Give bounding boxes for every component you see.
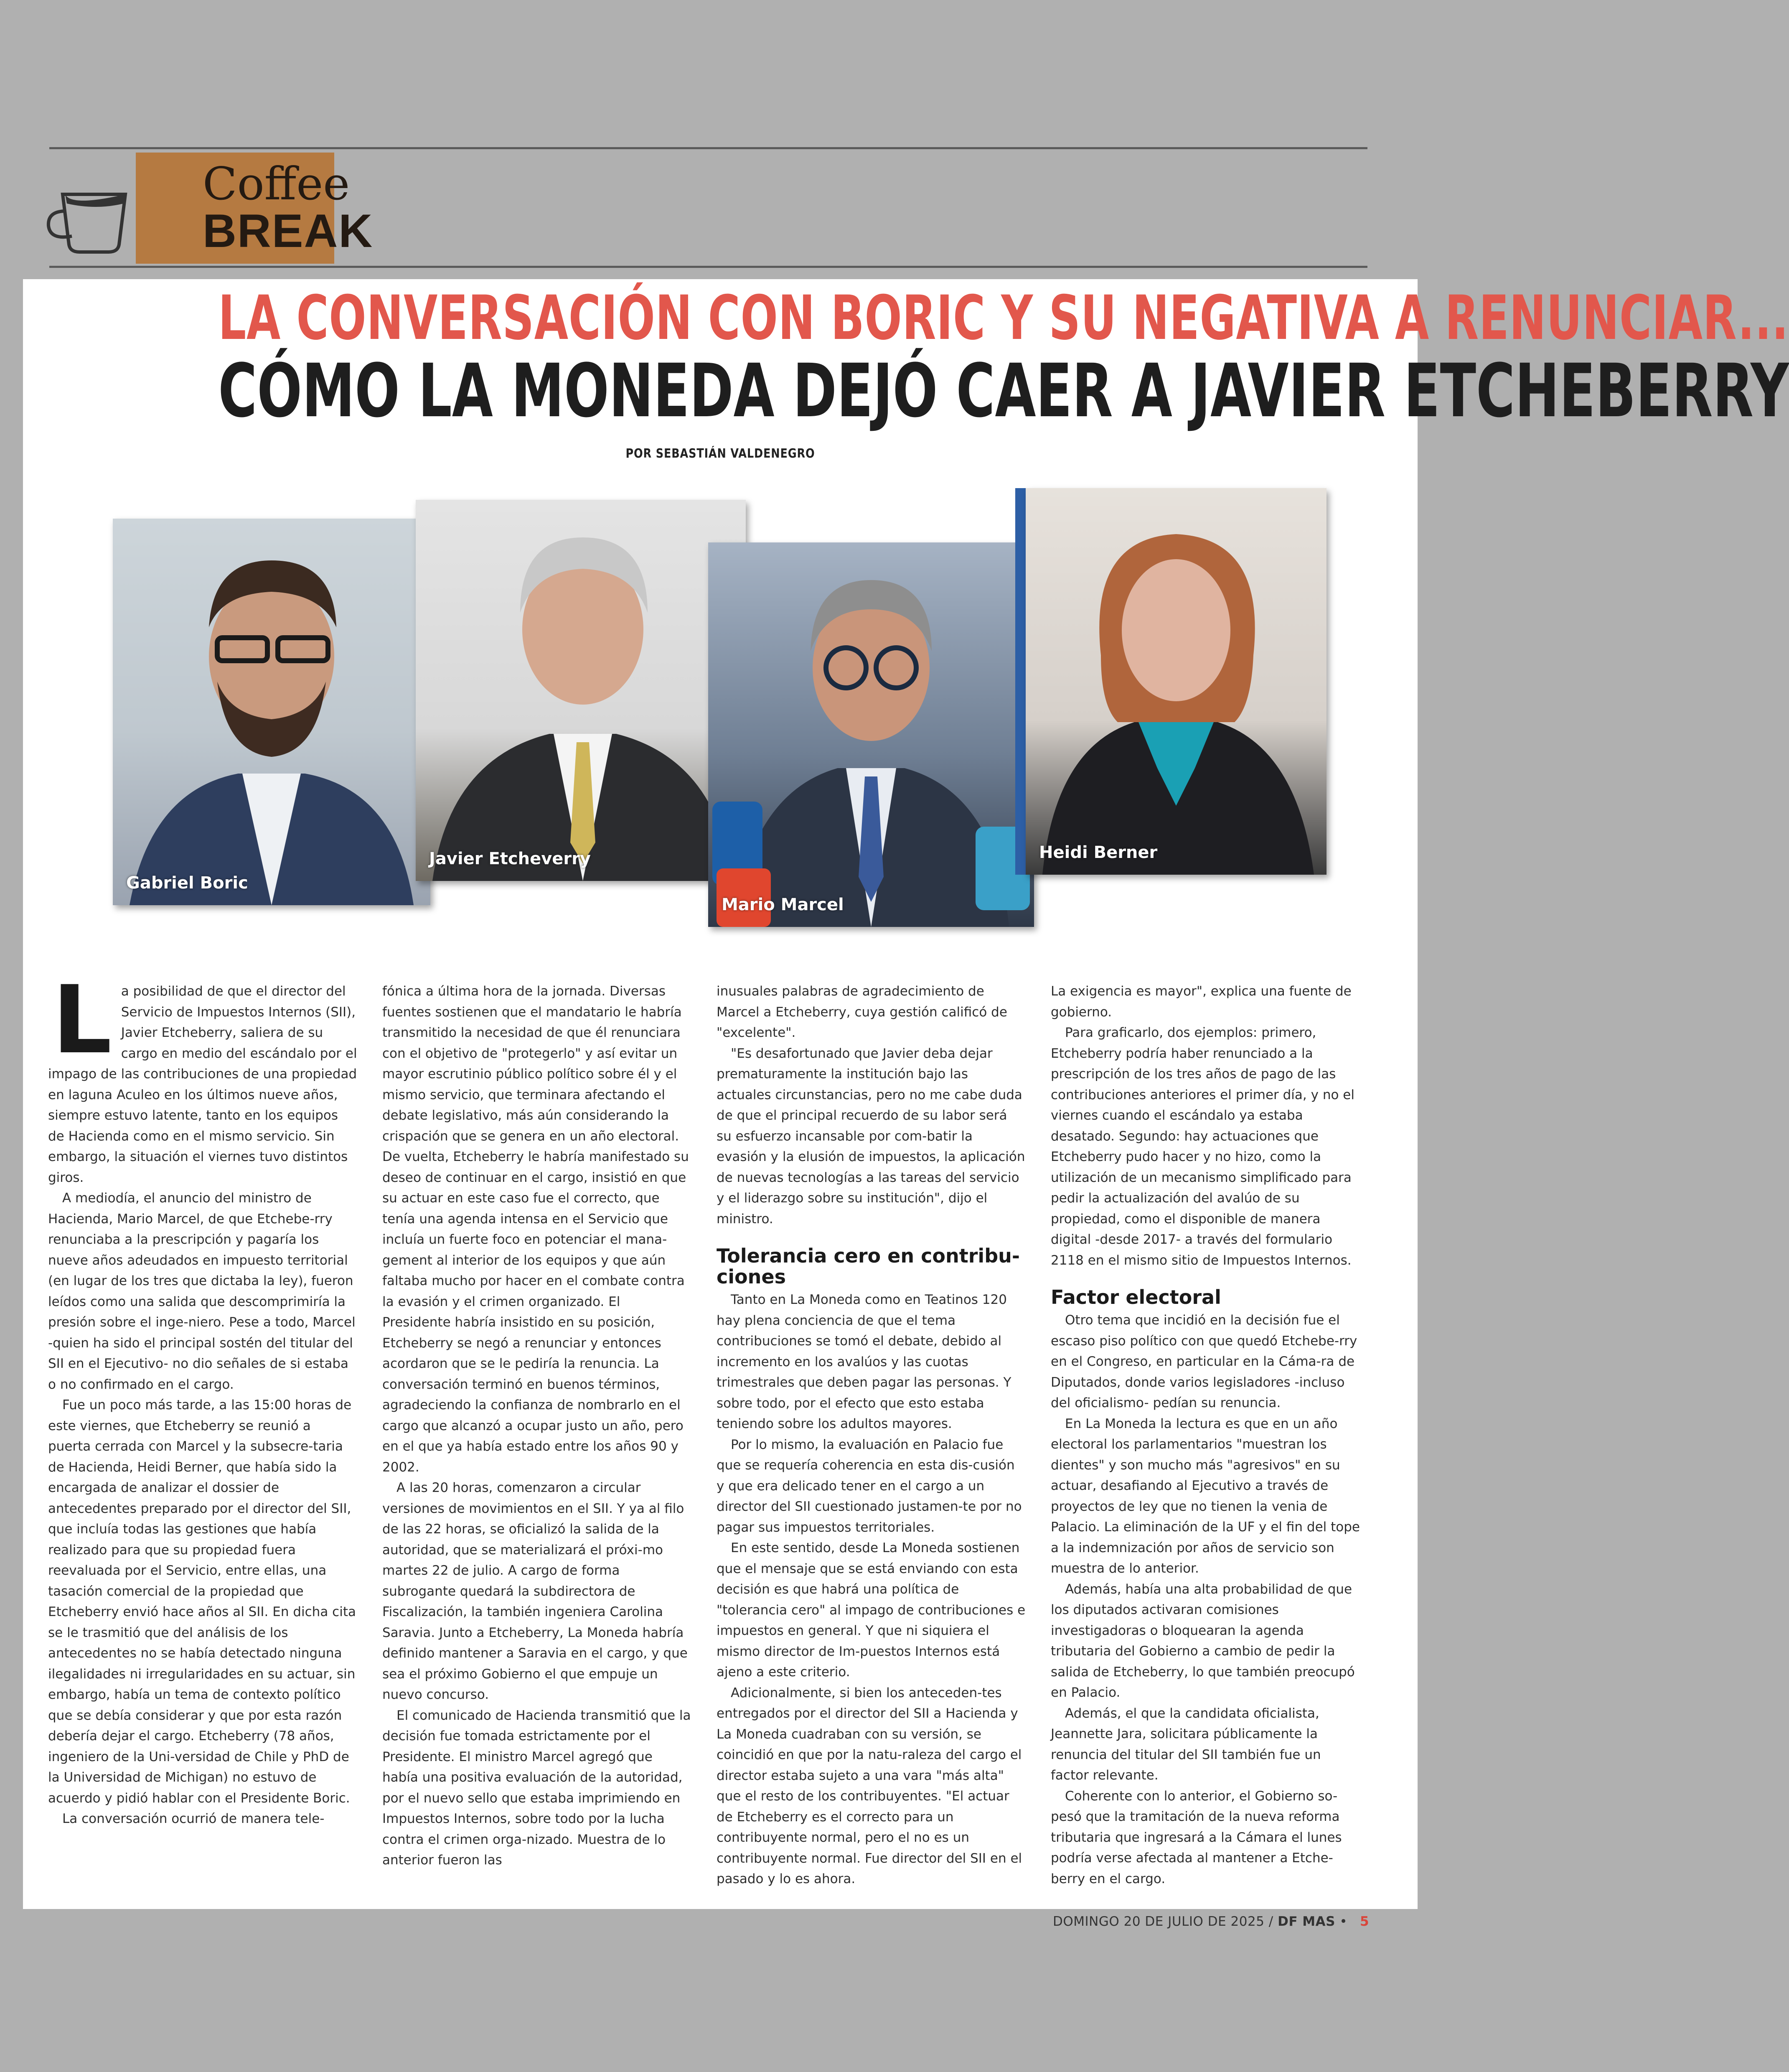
coffee-cup-icon [46,178,138,257]
column-1 [48,965,357,1830]
photo-mario-marcel [708,542,1034,927]
headline-title: CÓMO LA MONEDA DEJÓ CAER A JAVIER ETCHEBERRY [218,348,1789,434]
article-page [23,279,1789,1909]
paragraph: Tanto en La Moneda como en Teatinos 120 hay plena conciencia de que el tema contribuciones se tomó el debate, debido al incremento en los avalúos y las cuotas trimestrales que deben pagar las personas. Y sobre todo, por el efecto que esto estaba teniendo sobre los adultos mayores. [717,1292,1011,1431]
logo-coffee-text: Coffee [203,158,350,210]
footer-date: DOMINGO 20 DE JULIO DE 2025 [1053,1914,1265,1929]
paragraph: En este sentido, desde La Moneda sostienen que el mensaje que se está enviando con esta decisión es que habrá una política de "tolerancia cero" al impago de contribuciones e impuestos en general. Y que ni siquiera el mismo director de Im-puestos Internos está ajeno a este criterio. [717,1540,1026,1680]
caption-etcheverry: Javier Etcheverry [429,849,591,868]
paragraph: La exigencia es mayor", explica una fuente de gobierno. [1051,984,1352,1020]
headline-kicker: LA CONVERSACIÓN CON BORIC Y SU NEGATIVA A RENUNCIAR... [218,283,1789,354]
paragraph: Para graficarlo, dos ejemplos: primero, Etcheberry podría haber renunciado a la prescripción de los tres años de pago de las contribuciones anteriores el primer día, y no el viernes cuando el escándalo ya estaba desatado. Segundo: hay actuaciones que Etcheberry pudo hacer y no hizo, como la utilización de un mecanismo simplificado para pedir la actualización del avalúo de su propiedad, como el disponible de manera digital -desde 2017- a través del formulario 2118 en el mismo sitio de Impuestos Internos. [1051,1025,1354,1268]
photo-javier-etcheverry [416,500,746,881]
caption-marcel: Mario Marcel [722,895,844,914]
coffee-break-logo [46,153,374,265]
paragraph: Adicionalmente, si bien los anteceden-tes entregados por el director del SII a Hacienda y La Moneda cuadraban con su versión, se coincidió en que por la natu-raleza del cargo el director estaba sujeto a una vara "más alta" que el resto de los contribuyentes. "El actuar de Etcheberry es el correcto para un contribuyente normal, pero el no es un contribuyente normal. Fue director del SII en el pasado y lo es ahora. [717,1685,1022,1886]
paragraph: "Es desafortunado que Javier deba dejar prematuramente la institución bajo las actuales circunstancias, pero no me cabe duda de que el principal recuerdo de su labor será su esfuerzo incansable por com-batir la evasión y la elusión de impuestos, la aplicación de nuevas tecnologías a las tareas del servicio y el liderazgo sobre su institución", dijo el ministro. [717,1046,1025,1227]
paragraph: Fue un poco más tarde, a las 15:00 horas de este viernes, que Etcheberry se reunió a puerta cerrada con Marcel y la subsecre-taria de Hacienda, Heidi Berner, que había sido la encargada de analizar el dossier de antecedentes preparado por el director del SII, que incluía todas las gestiones que había realizado para que su propiedad fuera reevaluada por el Servicio, entre ellas, una tasación comercial de la propiedad que Etcheberry envió hace años al SII. En dicha cita se le trasmitió que del análisis de los antecedentes no se había detectado ninguna ilegalidades ni irregularidades en su actuar, sin embargo, había un tema de contexto político que se debía considerar y que por esta razón debería dejar el cargo. Etcheberry (78 años, ingeniero de la Uni-versidad de Chile y PhD de la Universidad de Michigan) no estuvo de acuerdo y pidió hablar con el Presidente Boric. [48,1397,356,1806]
person-silhouette-icon [708,542,1034,927]
footer-section: DF MAS [1278,1914,1335,1929]
footer-bullet: • [1335,1914,1348,1929]
subheading-tolerancia-cero: Tolerancia cero en contribu-ciones [717,1245,1020,1288]
top-rule [49,147,1367,149]
paragraph: Coherente con lo anterior, el Gobierno so-pesó que la tramitación de la nueva reforma tributaria que ingresará a la Cámara el lunes podría verse afectada al mantener a Etche-berry en el cargo. [1051,1788,1342,1886]
drop-cap: L [52,965,112,1074]
person-silhouette-icon [113,519,430,905]
caption-berner: Heidi Berner [1039,843,1158,862]
byline: POR SEBASTIÁN VALDENEGRO [625,446,815,461]
subheading-factor-electoral: Factor electoral [1051,1286,1221,1308]
logo-break-text: BREAK [203,205,374,257]
paragraph: En La Moneda la lectura es que en un año electoral los parlamentarios "muestran los dientes" y son mucho más "agresivos" en su actuar, desafiando al Ejecutivo a través de proyectos de ley que no tienen la venia de Palacio. La eliminación de la UF y el fin del tope a la indemnización por años de servicio son muestra de lo anterior. [1051,1416,1360,1576]
paragraph: inusuales palabras de agradecimiento de Marcel a Etcheberry, cuya gestión calificó de "excelente". [717,984,1007,1040]
photo-gabriel-boric [113,519,430,905]
paragraph: Otro tema que incidió en la decisión fue el escaso piso político con que quedó Etchebe-rry en el Congreso, en particular en la Cáma-ra de Diputados, donde varios legisladores -incluso del oficialismo- pedían su renuncia. [1051,1313,1357,1410]
paragraph: A las 20 horas, comenzaron a circular versiones de movimientos en el SII. Y ya al filo de las 22 horas, se oficializó la salida de la autoridad, que se materializará el próxi-mo martes 22 de julio. A cargo de forma subrogante quedará la subdirectora de Fiscalización, la también ingeniera Carolina Saravia. Junto a Etcheberry, La Moneda habría definido mantener a Saravia en el cargo, y que sea el próximo Gobierno el que empuje un nuevo concurso. [382,1480,688,1702]
paragraph: Además, el que la candidata oficialista, Jeannette Jara, solicitara públicamente la renuncia del titular del SII también fue un factor relevante. [1051,1705,1321,1783]
paragraph: A mediodía, el anuncio del ministro de Hacienda, Mario Marcel, de que Etchebe-rry renunciaba a la prescripción y pagaría los nueve años adeudados en impuesto territorial (en lugar de los tres que dictaba la ley), fueron leídos como una salida que descomprimiría la presión sobre el inge-niero. Pese a todo, Marcel -quien ha sido el principal sostén del titular del SII en el Ejecutivo- no dio señales de si estaba o no confirmado en el cargo. [48,1191,356,1392]
paragraph: Por lo mismo, la evaluación en Palacio fue que se requería coherencia en esta dis-cusión y que era delicado tener en el cargo a un director del SII cuestionado justamen-te por no pagar sus impuestos territoriales. [717,1437,1022,1535]
column-3 [717,981,1026,1890]
column-4 [1051,981,1360,1889]
paragraph: a posibilidad de que el director del Servicio de Impuestos Internos (SII), Javier Etcheberry, saliera de su cargo en medio del escándalo por el impago de las contribuciones de una propiedad en laguna Aculeo en los últimos nueve años, siempre estuvo latente, tanto en los equipos de Hacienda como en el mismo servicio. Sin embargo, la situación el viernes tuvo distintos giros. [48,984,357,1185]
paragraph: El comunicado de Hacienda transmitió que la decisión fue tomada estrictamente por el Presidente. El ministro Marcel agregó que había una positiva evaluación de la autoridad, por el nuevo sello que estaba imprimiendo en Impuestos Internos, sobre todo por la lucha contra el crimen orga-nizado. Muestra de lo anterior fueron las [382,1708,691,1868]
page-number: 5 [1360,1914,1369,1929]
paragraph: fónica a última hora de la jornada. Diversas fuentes sostienen que el mandatario le habría transmitido la necesidad de que él renunciara con el objetivo de "protegerlo" y así evitar un mayor escrutinio público político sobre él y el mismo servicio, que terminara afectando el debate legislativo, más aún considerando la crispación que se genera en un año electoral. De vuelta, Etcheberry le habría manifestado su deseo de continuar en el cargo, insistió en que su actuar en este caso fue el correcto, que tenía una agenda intensa en el Servicio que incluía un fuerte foco en potenciar el mana-gement al interior de los equipos y que aún faltaba mucho por hacer en el combate contra la evasión y el crimen organizado. El Presidente habría insistido en su posición, Etcheberry se negó a renunciar y entonces acordaron que se le pediría la renuncia. La conversación terminó en buenos términos, agradeciendo la confianza de nombrarlo en el cargo que alcanzó a ocupar justo un año, pero en el que ya había estado entre los años 90 y 2002. [382,984,689,1475]
person-silhouette-icon [1026,488,1327,875]
photo-heidi-berner [1026,488,1327,875]
footer-dateline [1053,1914,1347,1929]
paragraph: La conversación ocurrió de manera tele- [62,1811,325,1826]
person-silhouette-icon [416,500,746,881]
header-rule [49,266,1367,268]
caption-boric: Gabriel Boric [126,873,248,893]
paragraph: Además, había una alta probabilidad de que los diputados activaran comisiones investigadoras o bloquearan la agenda tributaria del Gobierno a cambio de pedir la salida de Etcheberry, lo que también preocupó en Palacio. [1051,1581,1355,1700]
column-2 [382,981,691,1871]
footer-separator: / [1264,1914,1278,1929]
